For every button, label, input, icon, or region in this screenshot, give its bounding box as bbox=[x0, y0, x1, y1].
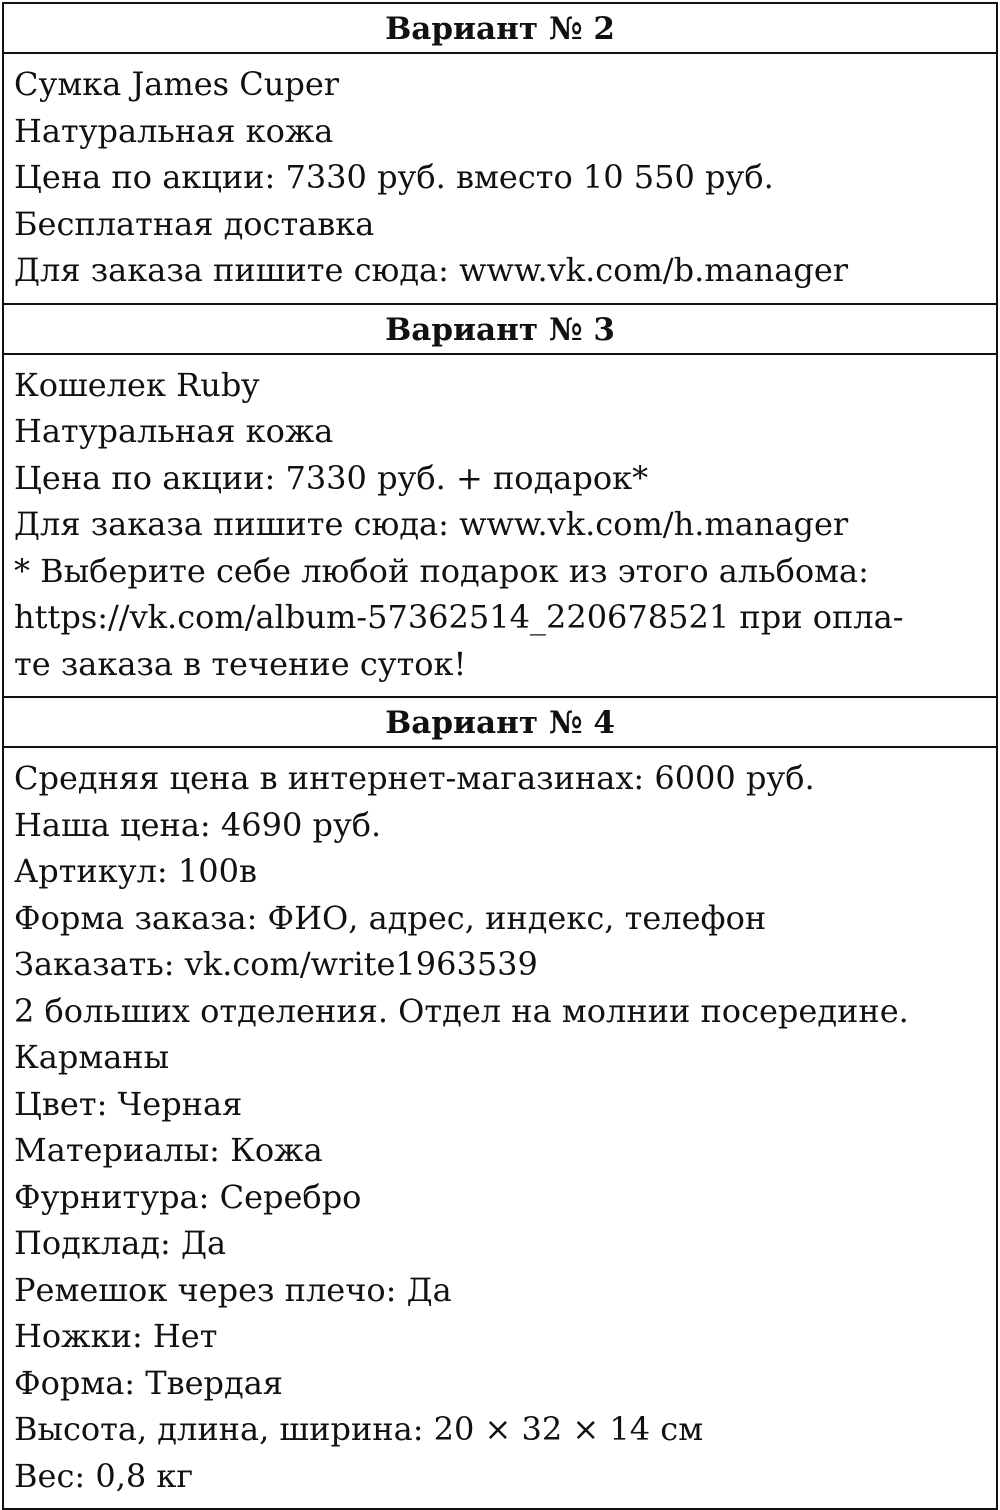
variant-4-pockets: Карманы bbox=[14, 1038, 170, 1076]
variant-4-shape: Форма: Твердая bbox=[14, 1363, 283, 1402]
variant-3-album-link: https://vk.com/album-57362514_220678521 при опла- bbox=[14, 598, 904, 636]
variant-4-shoulder-strap: Ремешок через плечо: Да bbox=[14, 1270, 452, 1309]
variant-2-product: Сумка James Cuper bbox=[14, 65, 340, 103]
variant-4-compartments: 2 больших отделения. Отдел на молнии посередине. bbox=[14, 991, 909, 1030]
variant-4-hardware: Фурнитура: Серебро bbox=[14, 1177, 362, 1216]
variant-2-body bbox=[4, 54, 996, 305]
variant-2-delivery: Бесплатная доставка bbox=[14, 204, 375, 243]
variant-4-color: Цвет: Черная bbox=[14, 1084, 243, 1123]
variant-3-gift-note: * Выберите себе любой подарок из этого альбома: bbox=[14, 551, 869, 590]
variant-3-material: Натуральная кожа bbox=[14, 412, 334, 450]
variant-3-product: Кошелек Ruby bbox=[14, 365, 260, 404]
variant-2-header bbox=[4, 4, 996, 54]
variant-3-title: Вариант № 3 bbox=[385, 311, 615, 348]
variant-2-order-link: Для заказа пишите сюда: www.vk.com/b.manager bbox=[14, 251, 849, 289]
variant-3-payment-note: те заказа в течение суток! bbox=[14, 644, 467, 683]
variants-table bbox=[2, 2, 998, 1510]
variant-4-dimensions: Высота, длина, ширина: 20 × 32 × 14 см bbox=[14, 1410, 704, 1448]
variant-4-title: Вариант № 4 bbox=[385, 705, 615, 741]
variant-4-body bbox=[4, 748, 996, 1508]
variant-2-title: Вариант № 2 bbox=[385, 11, 615, 47]
variant-4-order-form: Форма заказа: ФИО, адрес, индекс, телефон bbox=[14, 898, 767, 937]
variant-4-our-price: Наша цена: 4690 руб. bbox=[14, 805, 382, 844]
variant-2-material: Натуральная кожа bbox=[14, 111, 334, 150]
variant-3-price: Цена по акции: 7330 руб. + подарок* bbox=[14, 458, 649, 497]
variant-2-price: Цена по акции: 7330 руб. вместо 10 550 руб. bbox=[14, 158, 774, 196]
variant-4-materials: Материалы: Кожа bbox=[14, 1131, 323, 1169]
variant-4-article: Артикул: 100в bbox=[14, 852, 257, 890]
variant-3-header bbox=[4, 305, 996, 355]
variant-4-weight: Вес: 0,8 кг bbox=[14, 1456, 194, 1495]
variant-4-order-link: Заказать: vk.com/write1963539 bbox=[14, 945, 538, 983]
variant-4-lining: Подклад: Да bbox=[14, 1224, 227, 1262]
variant-3-order-link: Для заказа пишите сюда: www.vk.com/h.manager bbox=[14, 505, 849, 543]
variant-4-header bbox=[4, 698, 996, 748]
variant-4-average-price: Средняя цена в интернет-магазинах: 6000 руб. bbox=[14, 759, 815, 797]
variant-3-body bbox=[4, 355, 996, 699]
variant-4-feet: Ножки: Нет bbox=[14, 1317, 218, 1355]
